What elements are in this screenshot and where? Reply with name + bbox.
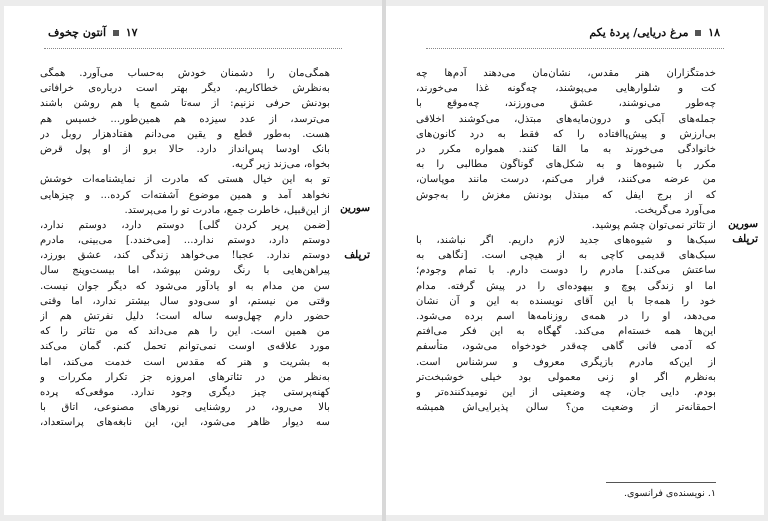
text-line: نخواهد آمد و همین موضوع آشفته‌ات کرده... و چیزهایی: [40, 189, 330, 201]
right-page: [386, 6, 764, 515]
text-line: می‌ترسد، از عدد سیزده هم همین‌طور... خسیس هم: [40, 113, 330, 125]
text-line: چه‌طور می‌نوشند، عشق می‌ورزند، چه‌موقع با: [416, 98, 716, 110]
text-line: من عرضه می‌کنند، فرار می‌کنم، درست مانند موپاسان،: [416, 174, 716, 186]
square-bullet-icon: [695, 30, 701, 36]
text-line: دوستم ندارد. عجبا! می‌خواهد زندگی کند، عشق بورزد،: [40, 250, 330, 262]
text-line: که آدمی فانی گاهی چه‌قدر خودخواه می‌شود، متأسفم: [416, 341, 716, 353]
text-line: مورد علاقه‌ی اوست نمی‌توانم تحمل کنم. گمان می‌کند: [40, 341, 330, 353]
text-line: بودنش حرفی نزنیم: از سه‌تا شمع یا هم روشن باشند: [40, 98, 330, 110]
text-line: به‌نظرم اگر او زنی معمولی بود خیلی خوشبخت‌تر: [416, 371, 716, 383]
text-line: به‌نظرش خطاکاریم. دیگر بهتر است درباره‌ی خرافاتی: [40, 83, 330, 95]
text-line: بالا می‌رود، در روشنایی نورهای مصنوعی، اتاق با: [40, 402, 330, 414]
text-line: به بشریت و هنر که مقدس است خدمت می‌کند، اما: [40, 356, 330, 368]
text-line: مکرر با شیوه‌ها و به شکل‌های گوناگون مطالبی را به: [416, 159, 716, 171]
speaker-treplev: ترپلف: [344, 249, 370, 261]
text-line: از این‌قبیل، خاطرت جمع، مادرت تو را می‌پرستد.: [124, 204, 330, 216]
text-line: دوستم دارد، دوستم ندارد... [می‌خندد.] می‌بینی، مادرم: [40, 235, 330, 247]
text-line: [ضمن پرپر کردن گلی] دوستم دارد، دوستم ندارد،: [40, 219, 330, 231]
text-line: این‌ها همه خسته‌ام می‌کند. گهگاه به این فکر می‌افتم: [416, 326, 716, 338]
speaker-sorin: سورین: [728, 218, 758, 230]
text-line: بودم. دایی جان، چه وضعیتی از این نومیدکننده‌تر و: [416, 386, 716, 398]
text-line: بانک اودسا پس‌انداز دارد. حالا برو از او پول قرض: [40, 143, 330, 155]
text-line: جمله‌های آبکی و درون‌مایه‌های مبتذل، می‌کوشند اخلاقی: [416, 113, 716, 125]
text-line: ساعتش می‌کند.] مادرم را دوست دارم. با تمام وجودم؛: [416, 265, 716, 277]
text-line: من همین است. این را هم می‌داند که من تئاتر را که: [40, 326, 330, 338]
text-line: سن من مدام به او یادآور می‌شود که دیگر جوان نیست.: [40, 280, 330, 292]
text-line: همگی‌مان را دشمنان خودش به‌حساب می‌آورد. همگی: [40, 68, 330, 79]
header-rule: [426, 48, 724, 49]
right-page-header: [589, 26, 720, 44]
text-line: کهنه‌پرستی چیز دیگری وجود ندارد. موقعی‌که پرده: [40, 386, 330, 398]
text-line: از تئاتر نمی‌توان چشم پوشید.: [591, 219, 716, 231]
text-line: حضور دارم چهل‌وسه ساله است؛ دلیل نفرتش هم از: [40, 311, 330, 322]
header-rule: [44, 48, 342, 49]
text-line: اما او زندگی پوچ و بیهوده‌ای را در پیش گرفته. مدام: [416, 280, 716, 292]
text-line: تو به این خیال هستی که مادرت از نمایشنامه‌ات خوشش: [40, 174, 330, 186]
text-line: هست. به‌طور قطع و یقین می‌دانم هفتادهزار روبل در: [40, 128, 330, 140]
left-page: [4, 6, 382, 515]
text-line: خانوادگی می‌خورند به ما القا کنند. همواره مکرر در: [416, 143, 716, 155]
text-line: می‌دهد، او را در همه‌ی روزنامه‌ها اسم برده می‌شود.: [416, 311, 716, 322]
text-line: سبک‌های قدیمی کاچی به از هیچی است. [نگاهی به: [416, 250, 716, 262]
speaker-sorin: سورین: [340, 202, 370, 214]
running-header: مرغ دریایی/ پردهٔ یکم: [589, 26, 689, 39]
running-header: آنتون چخوف: [48, 26, 107, 39]
text-line: بخواه، می‌زند زیر گریه.: [231, 159, 330, 171]
text-line: به‌نظر من در تئاترهای امروزه جز تکرار مکررات و: [40, 371, 330, 383]
text-line: از این‌که مادرم بازیگری معروف و سرشناس است.: [416, 356, 716, 368]
text-line: خدمتگزاران هنر مقدس، نشان‌مان می‌دهند آدم‌ها چه: [416, 68, 716, 79]
text-line: سه دیوار ظاهر می‌شود، این، این نابغه‌های پراستعداد،: [40, 417, 330, 429]
text-line: سبک‌ها و شیوه‌های جدید لازم داریم. اگر نباشند، با: [416, 235, 716, 247]
text-line: احمقانه‌تر از وضعیت من؟ سالن پذیرایی‌اش همیشه: [416, 402, 716, 414]
right-page-text: [416, 66, 716, 415]
footnote-rule: [606, 482, 716, 483]
footnote: ۱. نویسنده‌ی فرانسوی.: [623, 488, 716, 499]
text-line: خود را همه‌جا با این آقای نویسنده به این و آن نشان: [416, 295, 716, 307]
page-number: ۱۸: [708, 26, 720, 39]
page-number: ۱۷: [125, 26, 138, 39]
left-page-header: [48, 26, 138, 44]
text-line: وقتی من نیستم، او سی‌ودو سال بیشتر ندارد، اما وقتی: [40, 295, 330, 307]
square-bullet-icon: [113, 30, 119, 36]
speaker-treplev: ترپلف: [732, 233, 758, 245]
text-line: بی‌ارزش و پیش‌پاافتاده را که فقط به درد کانون‌های: [416, 128, 716, 140]
left-page-text: [40, 66, 330, 431]
text-line: می‌آورد می‌گریخت.: [634, 204, 716, 216]
text-line: پیراهن‌هایی با رنگ روشن بپوشد، اما بیست‌وپنج سال: [40, 265, 330, 277]
text-line: که از برج ایفل که مبتذل بودنش مغزش را به‌جوش: [416, 189, 716, 201]
text-line: کت و شلوارهایی می‌پوشند، چه‌گونه غذا می‌خورند،: [416, 83, 716, 95]
